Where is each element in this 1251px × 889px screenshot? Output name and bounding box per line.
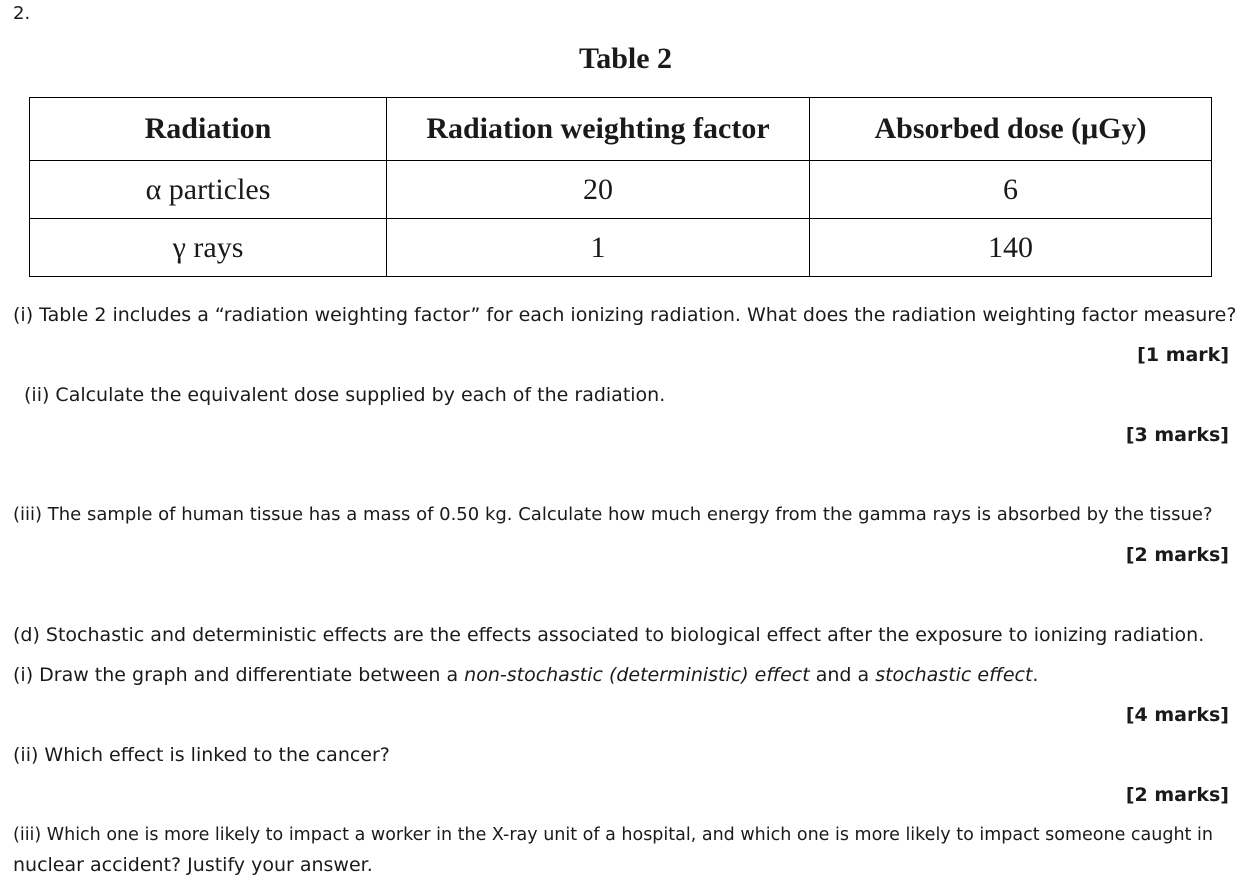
header-radiation: Radiation <box>30 98 387 161</box>
question-d-intro: (d) Stochastic and deterministic effects are the effects associated to biological effect after the exposure to ionizing radiation. <box>13 624 1205 646</box>
header-absorbed-dose: Absorbed dose (μGy) <box>810 98 1212 161</box>
table-header-row <box>30 98 1212 161</box>
table-row <box>30 219 1212 277</box>
cell-weighting-factor: 1 <box>387 219 810 277</box>
cell-radiation: γ rays <box>30 219 387 277</box>
question-number: 2. <box>13 3 31 24</box>
question-d-i <box>13 663 1038 687</box>
table-title: Table 2 <box>578 42 673 75</box>
header-weighting-factor: Radiation weighting factor <box>387 98 810 161</box>
marks-d-ii: [2 marks] <box>1125 784 1229 806</box>
cell-absorbed-dose: 140 <box>810 219 1212 277</box>
marks-iii: [2 marks] <box>1125 544 1229 566</box>
table-row <box>30 161 1212 219</box>
question-d-iii-line1: (iii) Which one is more likely to impact a worker in the X-ray unit of a hospital, and which one is more likely to impact someone caught in <box>13 825 1213 845</box>
question-i: (i) Table 2 includes a “radiation weighting factor” for each ionizing radiation. What does the radiation weighting factor measure? <box>13 304 1237 326</box>
radiation-table <box>29 97 1212 277</box>
cell-weighting-factor: 20 <box>387 161 810 219</box>
d-i-deterministic-term: non-stochastic (deterministic) effect <box>464 664 810 686</box>
marks-ii: [3 marks] <box>1125 424 1229 446</box>
question-d-ii: (ii) Which effect is linked to the cancer? <box>13 744 390 766</box>
marks-i: [1 mark] <box>1137 344 1229 366</box>
question-d-iii-line2: nuclear accident? Justify your answer. <box>13 854 373 876</box>
d-i-mid: and a <box>809 664 876 686</box>
d-i-suffix: . <box>1032 664 1039 686</box>
d-i-prefix: (i) Draw the graph and differentiate between a <box>13 664 465 686</box>
cell-absorbed-dose: 6 <box>810 161 1212 219</box>
question-iii: (iii) The sample of human tissue has a mass of 0.50 kg. Calculate how much energy from the gamma rays is absorbed by the tissue? <box>13 504 1213 525</box>
marks-d-i: [4 marks] <box>1125 704 1229 726</box>
d-i-stochastic-term: stochastic effect <box>875 664 1033 686</box>
question-ii: (ii) Calculate the equivalent dose supplied by each of the radiation. <box>24 384 666 406</box>
cell-radiation: α particles <box>30 161 387 219</box>
